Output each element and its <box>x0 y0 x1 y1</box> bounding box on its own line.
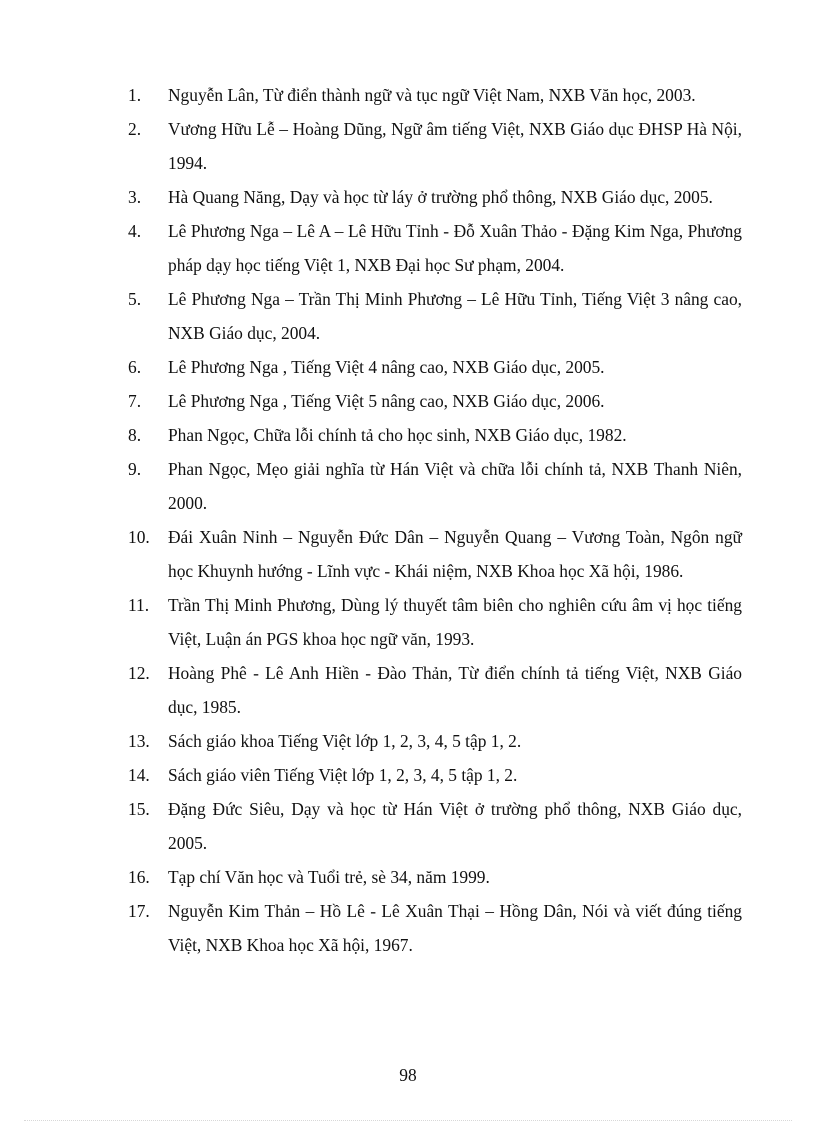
reference-item <box>128 860 742 894</box>
reference-number: 5. <box>128 289 142 309</box>
reference-item <box>128 520 742 588</box>
reference-number: 17. <box>128 901 150 921</box>
reference-item <box>128 588 742 656</box>
reference-number: 11. <box>128 595 150 615</box>
reference-item <box>128 656 742 724</box>
reference-text: Tạp chí Văn học và Tuổi trẻ, sè 34, năm 1999. <box>168 867 490 887</box>
reference-text: Hà Quang Năng, Dạy và học từ láy ở trường phổ thông, NXB Giáo dục, 2005. <box>168 187 713 207</box>
reference-item <box>128 894 742 962</box>
reference-number: 2. <box>128 119 142 139</box>
reference-text: Lê Phương Nga , Tiếng Việt 4 nâng cao, NXB Giáo dục, 2005. <box>168 357 605 377</box>
reference-number: 15. <box>128 799 150 819</box>
reference-list <box>128 78 742 962</box>
reference-number: 13. <box>128 731 150 751</box>
reference-text: Đặng Đức Siêu, Dạy và học từ Hán Việt ở trường phổ thông, NXB Giáo dục, 2005. <box>168 799 742 853</box>
reference-item <box>128 282 742 350</box>
reference-item <box>128 214 742 282</box>
reference-text: Phan Ngọc, Chữa lỗi chính tả cho học sinh, NXB Giáo dục, 1982. <box>168 425 627 445</box>
reference-item <box>128 792 742 860</box>
reference-item <box>128 384 742 418</box>
reference-number: 1. <box>128 85 142 105</box>
reference-text: Trần Thị Minh Phương, Dùng lý thuyết tâm biên cho nghiên cứu âm vị học tiếng Việt, Luận án PGS khoa học ngữ văn, 1993. <box>168 595 742 649</box>
reference-text: Hoàng Phê - Lê Anh Hiền - Đào Thản, Từ điển chính tả tiếng Việt, NXB Giáo dục, 1985. <box>168 663 742 717</box>
reference-number: 7. <box>128 391 142 411</box>
reference-text: Nguyễn Lân, Từ điển thành ngữ và tục ngữ Việt Nam, NXB Văn học, 2003. <box>168 85 696 105</box>
reference-number: 10. <box>128 527 150 547</box>
reference-item <box>128 418 742 452</box>
reference-number: 6. <box>128 357 142 377</box>
reference-item <box>128 452 742 520</box>
reference-item <box>128 78 742 112</box>
page-number: 98 <box>399 1065 417 1085</box>
reference-item <box>128 724 742 758</box>
reference-number: 8. <box>128 425 142 445</box>
reference-text: Nguyễn Kim Thản – Hồ Lê - Lê Xuân Thại – Hồng Dân, Nói và viết đúng tiếng Việt, NXB Khoa học Xã hội, 1967. <box>168 901 742 955</box>
reference-number: 4. <box>128 221 142 241</box>
reference-text: Sách giáo khoa Tiếng Việt lớp 1, 2, 3, 4, 5 tập 1, 2. <box>168 731 522 751</box>
reference-text: Lê Phương Nga , Tiếng Việt 5 nâng cao, NXB Giáo dục, 2006. <box>168 391 605 411</box>
reference-item <box>128 180 742 214</box>
reference-text: Vương Hữu Lễ – Hoàng Dũng, Ngữ âm tiếng Việt, NXB Giáo dục ĐHSP Hà Nội, 1994. <box>168 119 742 173</box>
page-bottom-divider <box>24 1120 792 1121</box>
reference-item <box>128 758 742 792</box>
reference-number: 14. <box>128 765 150 785</box>
reference-text: Lê Phương Nga – Trần Thị Minh Phương – Lê Hữu Tỉnh, Tiếng Việt 3 nâng cao, NXB Giáo dục, 2004. <box>168 289 742 343</box>
reference-item <box>128 350 742 384</box>
reference-text: Lê Phương Nga – Lê A – Lê Hữu Tỉnh - Đỗ Xuân Thảo - Đặng Kim Nga, Phương pháp dạy học tiếng Việt 1, NXB Đại học Sư phạm, 2004. <box>168 221 742 275</box>
reference-item <box>128 112 742 180</box>
reference-number: 16. <box>128 867 150 887</box>
reference-text: Phan Ngọc, Mẹo giải nghĩa từ Hán Việt và chữa lỗi chính tả, NXB Thanh Niên, 2000. <box>168 459 742 513</box>
reference-number: 12. <box>128 663 150 683</box>
reference-number: 3. <box>128 187 142 207</box>
reference-text: Đái Xuân Ninh – Nguyễn Đức Dân – Nguyễn Quang – Vương Toàn, Ngôn ngữ học Khuynh hướng - Lĩnh vực - Khái niệm, NXB Khoa học Xã hội, 1986. <box>168 527 742 581</box>
reference-number: 9. <box>128 459 142 479</box>
reference-text: Sách giáo viên Tiếng Việt lớp 1, 2, 3, 4, 5 tập 1, 2. <box>168 765 518 785</box>
